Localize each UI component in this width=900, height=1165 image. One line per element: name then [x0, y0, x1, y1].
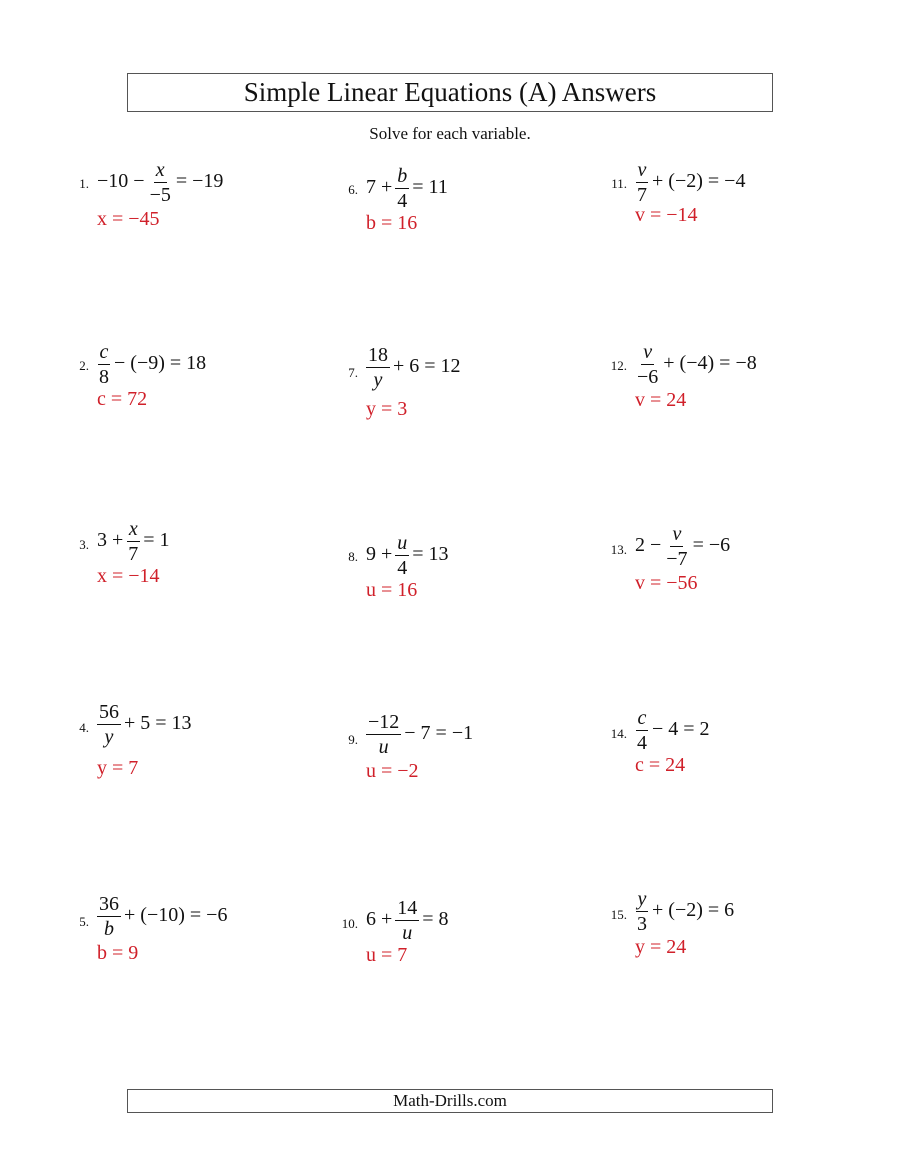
fraction-denominator: u	[402, 922, 413, 944]
eq-suffix: = 13	[412, 543, 449, 566]
eq-prefix: 3 +	[97, 529, 124, 552]
answer: c = 72	[97, 388, 148, 410]
answer: x = −14	[97, 565, 160, 587]
eq-prefix: 7 +	[366, 176, 393, 199]
fraction-numerator: x	[155, 159, 165, 181]
answer: u = 16	[366, 579, 418, 601]
problem-number: 14.	[610, 726, 627, 741]
fraction-denominator: 4	[637, 732, 647, 754]
fraction-numerator: 36	[99, 893, 119, 915]
fraction-numerator: v	[643, 341, 653, 363]
equation	[635, 889, 734, 934]
eq-suffix: = 8	[422, 908, 449, 931]
problem-number: 9.	[348, 732, 358, 747]
fraction-denominator: b	[104, 918, 114, 940]
problem-number: 8.	[348, 549, 358, 564]
eq-suffix: + 5 = 13	[124, 712, 192, 735]
answer: c = 24	[635, 754, 686, 776]
answer: u = 7	[366, 944, 408, 966]
problem-number: 3.	[79, 537, 89, 552]
eq-suffix: + (−4) = −8	[663, 352, 757, 375]
footer	[127, 1089, 773, 1113]
problem-number: 10.	[341, 916, 358, 931]
equation	[97, 342, 206, 387]
eq-prefix: −10 −	[97, 170, 145, 193]
equation	[635, 342, 757, 387]
problem-number: 2.	[79, 358, 89, 373]
eq-suffix: + (−10) = −6	[124, 904, 228, 927]
fraction-denominator: 7	[637, 184, 647, 206]
fraction-denominator: −7	[666, 548, 688, 570]
fraction	[366, 712, 401, 757]
fraction-numerator: v	[672, 523, 682, 545]
fraction-numerator: u	[397, 532, 408, 554]
equation	[97, 160, 223, 205]
eq-prefix: 6 +	[366, 908, 393, 931]
answer: b = 9	[97, 942, 139, 964]
fraction-numerator: x	[128, 518, 138, 540]
fraction	[664, 524, 689, 569]
equation	[97, 519, 170, 564]
fraction-denominator: 8	[99, 366, 109, 388]
fraction-numerator: 56	[99, 701, 119, 723]
fraction	[635, 708, 649, 753]
fraction-denominator: u	[378, 736, 389, 758]
fraction-denominator: 4	[397, 190, 408, 212]
fraction	[148, 160, 173, 205]
fraction-denominator: y	[104, 726, 114, 748]
worksheet-title-text: Simple Linear Equations (A) Answers	[243, 77, 657, 107]
fraction	[635, 342, 660, 387]
problem-number: 11.	[611, 176, 627, 191]
fraction	[126, 519, 140, 564]
fraction	[635, 160, 649, 205]
equation	[366, 898, 449, 943]
answer: y = 7	[97, 757, 139, 779]
equation	[635, 524, 730, 569]
equation	[366, 712, 473, 757]
eq-suffix: − 4 = 2	[652, 718, 710, 741]
answer: y = 3	[366, 398, 408, 420]
instructions: Solve for each variable.	[369, 124, 531, 143]
fraction-numerator: v	[637, 159, 647, 181]
fraction-denominator: 3	[637, 913, 647, 935]
answer: v = −56	[635, 572, 698, 594]
fraction-denominator: −5	[149, 184, 171, 206]
answer: x = −45	[97, 208, 160, 230]
fraction	[366, 345, 390, 390]
eq-suffix: = 11	[412, 176, 448, 199]
equation	[97, 702, 192, 747]
equation	[366, 533, 449, 578]
problem-number: 6.	[348, 182, 358, 197]
eq-prefix: 9 +	[366, 543, 393, 566]
eq-suffix: + 6 = 12	[393, 355, 461, 378]
fraction-numerator: c	[637, 707, 647, 729]
fraction-denominator: 4	[397, 557, 408, 579]
problem-number: 4.	[79, 720, 89, 735]
eq-suffix: = −19	[175, 170, 224, 193]
problem-number: 1.	[79, 176, 89, 191]
answer: b = 16	[366, 212, 418, 234]
equation	[366, 166, 448, 211]
fraction-denominator: −6	[637, 366, 659, 388]
problem-number: 12.	[610, 358, 627, 373]
fraction-numerator: b	[397, 165, 408, 187]
problem-number: 13.	[610, 542, 627, 557]
footer-text: Math-Drills.com	[393, 1091, 507, 1110]
problem-number: 7.	[348, 365, 358, 380]
fraction-numerator: y	[637, 888, 647, 910]
fraction	[635, 889, 649, 934]
eq-prefix: 2 −	[635, 534, 662, 557]
answer: v = 24	[635, 389, 687, 411]
equation	[97, 894, 227, 939]
fraction-denominator: 7	[128, 543, 139, 565]
answer: v = −14	[635, 204, 698, 226]
eq-suffix: + (−2) = −4	[652, 170, 746, 193]
fraction-numerator: 18	[368, 344, 388, 366]
eq-suffix: = 1	[143, 529, 170, 552]
worksheet-title	[127, 73, 773, 112]
equation	[366, 345, 461, 390]
equation	[635, 160, 745, 205]
fraction-denominator: y	[373, 369, 383, 391]
fraction	[97, 894, 121, 939]
eq-suffix: − (−9) = 18	[114, 352, 207, 375]
problem-number: 15.	[610, 907, 627, 922]
fraction-numerator: −12	[368, 711, 400, 733]
fraction-numerator: c	[99, 341, 109, 363]
eq-suffix: + (−2) = 6	[652, 899, 735, 922]
eq-suffix: = −6	[692, 534, 731, 557]
fraction	[395, 533, 409, 578]
fraction-numerator: 14	[397, 897, 418, 919]
fraction	[97, 702, 121, 747]
problem-number: 5.	[79, 914, 89, 929]
fraction	[395, 898, 419, 943]
equation	[635, 708, 710, 753]
answer: u = −2	[366, 760, 419, 782]
answer: y = 24	[635, 936, 687, 958]
eq-suffix: − 7 = −1	[404, 722, 474, 745]
fraction	[395, 166, 409, 211]
fraction	[97, 342, 111, 387]
